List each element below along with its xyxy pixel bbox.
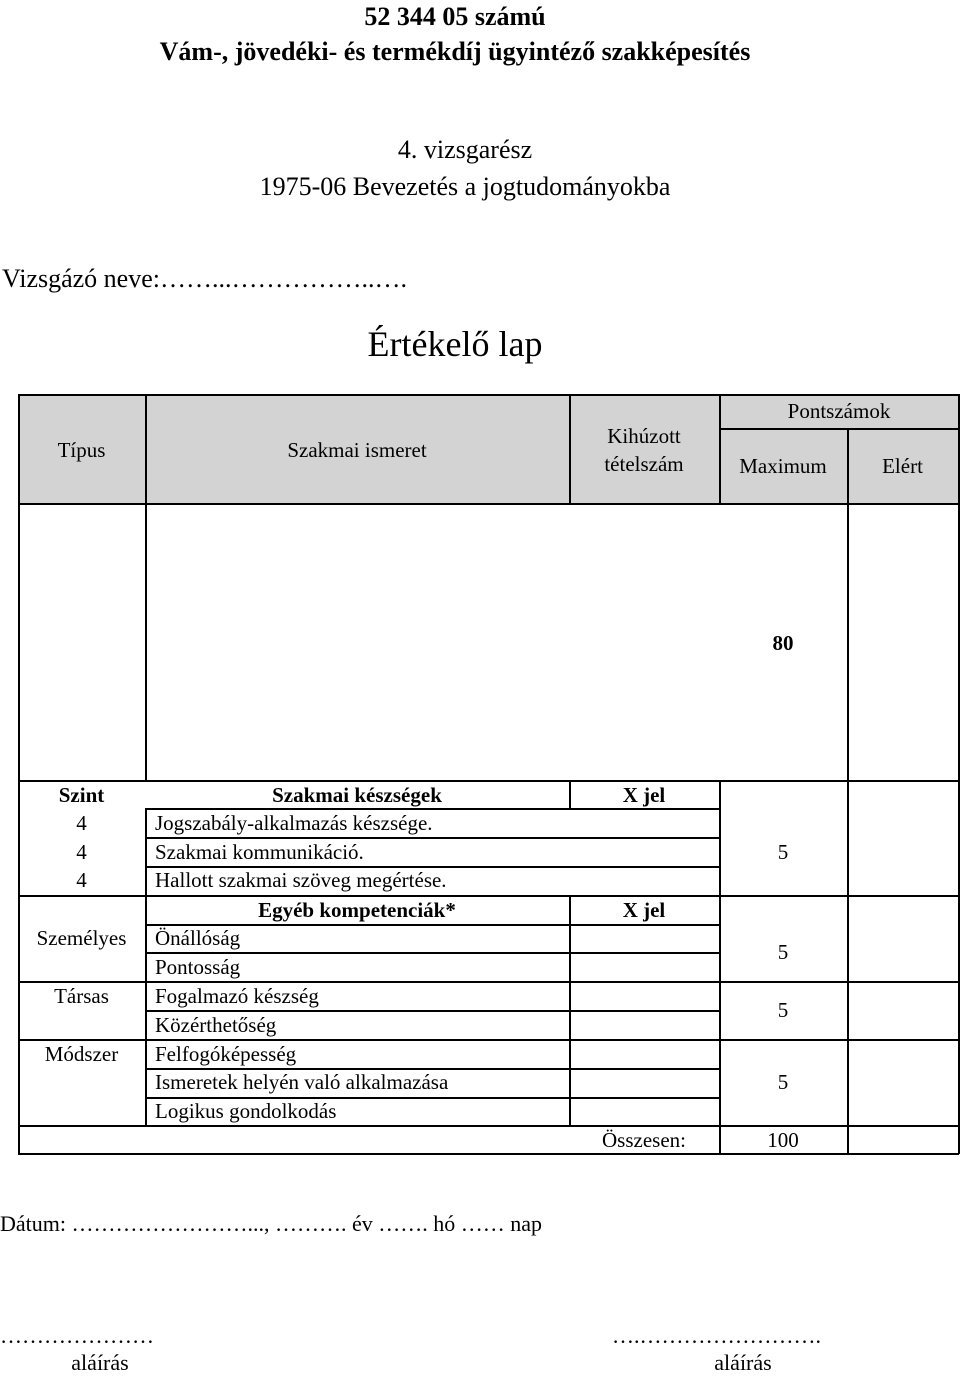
skill-level: 4 — [76, 868, 87, 892]
competency-item: Fogalmazó készség — [155, 984, 319, 1008]
skills-title: Szakmai készségek — [272, 783, 442, 807]
competency-item: Közérthetőség — [155, 1013, 277, 1037]
competency-item: Pontosság — [155, 955, 241, 979]
signature-right-line: ….……………………. — [612, 1323, 821, 1348]
col-header-szakmai-ismeret: Szakmai ismeret — [287, 438, 427, 462]
skill-name: Szakmai kommunikáció. — [155, 840, 364, 864]
col-header-tipus: Típus — [57, 438, 106, 462]
skills-xjel-header: X jel — [622, 783, 666, 807]
competency-item: Ismeretek helyén való alkalmazása — [155, 1070, 449, 1094]
signature-left-label: aláírás — [71, 1350, 129, 1375]
competencies-xjel-header: X jel — [622, 898, 666, 922]
skill-name: Hallott szakmai szöveg megértése. — [155, 868, 447, 892]
exam-part: 4. vizsgarész — [397, 135, 533, 164]
sheet-title: Értékelő lap — [367, 324, 543, 364]
exam-subject: 1975-06 Bevezetés a jogtudományokba — [259, 172, 671, 201]
total-label: Összesen: — [602, 1128, 686, 1152]
skills-max-points: 5 — [777, 840, 789, 864]
competency-type: Módszer — [44, 1042, 119, 1066]
competency-item: Logikus gondolkodás — [155, 1099, 337, 1123]
total-max-points: 100 — [767, 1128, 799, 1152]
skill-name: Jogszabály-alkalmazás készsége. — [155, 811, 433, 835]
competency-max-points: 5 — [777, 940, 789, 964]
date-field: Dátum: ……………………..., ………. év ……. hó …… nap — [0, 1211, 543, 1236]
col-header-kihuzott: Kihúzott — [607, 424, 681, 448]
skills-level-header: Szint — [58, 783, 105, 807]
candidate-name-field: Vizsgázó neve:……...……………..…. — [2, 264, 407, 293]
col-header-tetelszam: tételszám — [604, 452, 684, 476]
skill-level: 4 — [76, 840, 87, 864]
competency-item: Felfogóképesség — [155, 1042, 297, 1066]
knowledge-max-points: 80 — [772, 631, 794, 655]
competency-max-points: 5 — [777, 1070, 789, 1094]
competency-type: Társas — [54, 984, 109, 1008]
col-header-elert: Elért — [882, 454, 923, 478]
skill-level: 4 — [76, 811, 87, 835]
competency-item: Önállóság — [155, 926, 241, 950]
competencies-title: Egyéb kompetenciák* — [258, 898, 456, 922]
qualification-number: 52 344 05 számú — [364, 2, 546, 31]
competency-type: Személyes — [36, 926, 127, 950]
col-header-pontszamok: Pontszámok — [787, 399, 891, 423]
qualification-title: Vám-, jövedéki- és termékdíj ügyintéző szakképesítés — [159, 37, 751, 66]
competency-max-points: 5 — [777, 998, 789, 1022]
signature-left-line: ………………… — [0, 1323, 154, 1348]
signature-right-label: aláírás — [714, 1350, 772, 1375]
col-header-maximum: Maximum — [739, 454, 827, 478]
